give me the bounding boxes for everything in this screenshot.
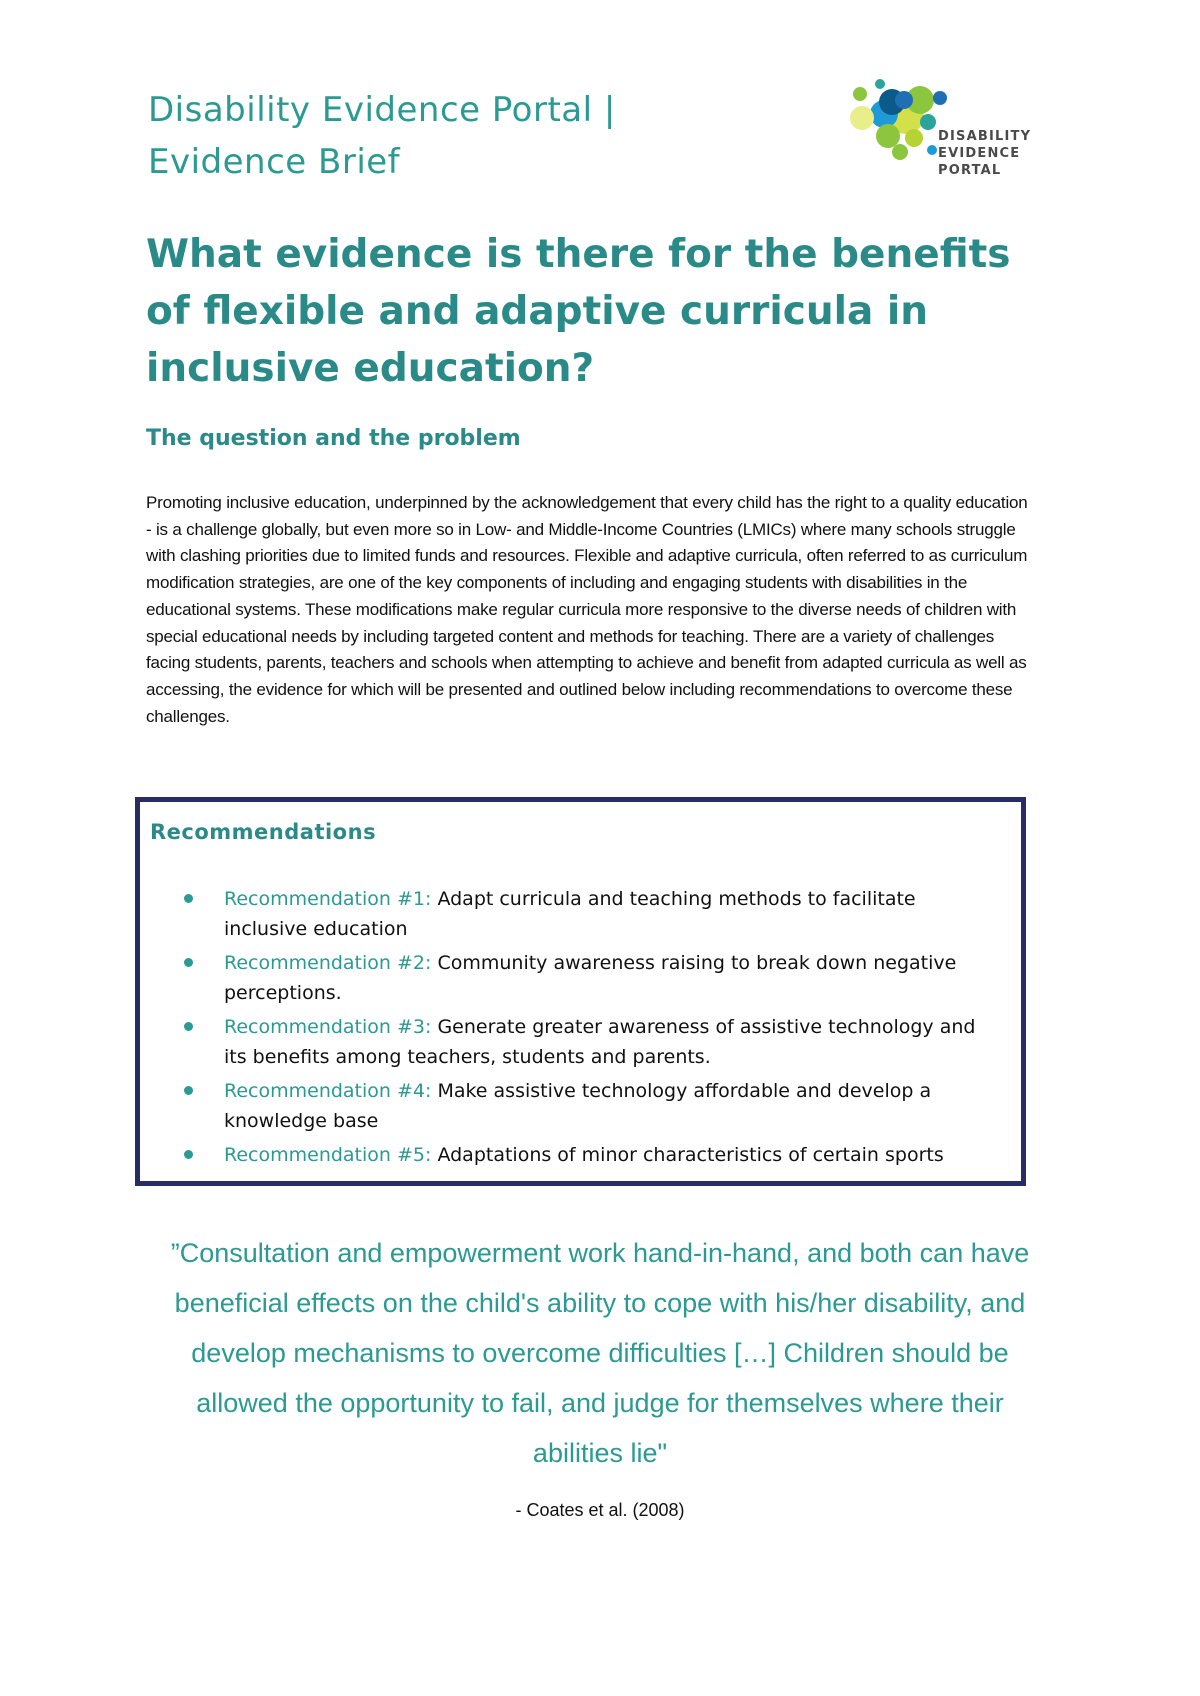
portal-header: [148, 84, 616, 188]
header-line-1: Disability Evidence Portal |: [148, 90, 616, 130]
recommendation-text: Community awareness raising to break down negative perceptions.: [224, 952, 957, 1004]
recommendation-label: Recommendation #3:: [224, 1016, 432, 1038]
recommendation-label: Recommendation #5:: [224, 1144, 432, 1166]
page-title: What evidence is there for the benefits of flexible and adaptive curricula in inclusive education?: [146, 232, 1011, 391]
section-heading: The question and the problem: [146, 426, 521, 451]
list-item: [182, 884, 982, 944]
recommendation-text: Make assistive technology affordable and develop a knowledge base: [224, 1080, 932, 1132]
recommendations-heading: Recommendations: [150, 820, 377, 844]
recommendation-label: Recommendation #2:: [224, 952, 432, 974]
recommendation-text: Adapt curricula and teaching methods to facilitate inclusive education: [224, 888, 916, 940]
section-body: Promoting inclusive education, underpinned by the acknowledgement that every child has the right to a quality education - is a challenge globally, but even more so in Low- and Middle-Income Countries (LMICs) where many schools struggle with clashing priorities due to limited funds and resources. Flexible and adaptive curricula, often referred to as curriculum modification strategies, are one of the key components of including and engaging students with disabilities in the educational systems. These modifications make regular curricula more responsive to the diverse needs of children with special educational needs by including targeted content and methods for teaching. There are a variety of challenges facing students, parents, teachers and schools when attempting to achieve and benefit from adapted curricula as well as accessing, the evidence for which will be presented and outlined below including recommendations to overcome these challenges.: [146, 493, 1028, 726]
logo-word-1: DISABILITY: [938, 129, 1032, 144]
logo-wordmark: [938, 128, 1031, 179]
list-item: [182, 1140, 982, 1170]
recommendations-box: [135, 797, 1026, 1186]
bullet-icon: [184, 1086, 193, 1095]
logo-word-3: PORTAL: [938, 163, 1002, 178]
header-line-2: Evidence Brief: [148, 142, 401, 182]
bullet-icon: [184, 1150, 193, 1159]
list-item: [182, 948, 982, 1008]
bullet-icon: [184, 1022, 193, 1031]
recommendation-text: Generate greater awareness of assistive technology and its benefits among teachers, students and parents.: [224, 1016, 976, 1068]
quote-citation: - Coates et al. (2008): [515, 1500, 685, 1520]
list-item: [182, 1012, 982, 1072]
list-item: [182, 1076, 982, 1136]
recommendation-text: Adaptations of minor characteristics of certain sports: [431, 1144, 944, 1166]
bullet-icon: [184, 958, 193, 967]
recommendations-list: [182, 884, 982, 1174]
bullet-icon: [184, 894, 193, 903]
logo-word-2: EVIDENCE: [938, 146, 1021, 161]
recommendation-label: Recommendation #1:: [224, 888, 432, 910]
recommendation-label: Recommendation #4:: [224, 1080, 432, 1102]
pull-quote: ”Consultation and empowerment work hand-in-hand, and both can have beneficial effects on the child's ability to cope with his/her disability, and develop mechanisms to overcome difficulties […] Children should be allowed the opportunity to fail, and judge for themselves where their abilities lie": [170, 1238, 1030, 1468]
